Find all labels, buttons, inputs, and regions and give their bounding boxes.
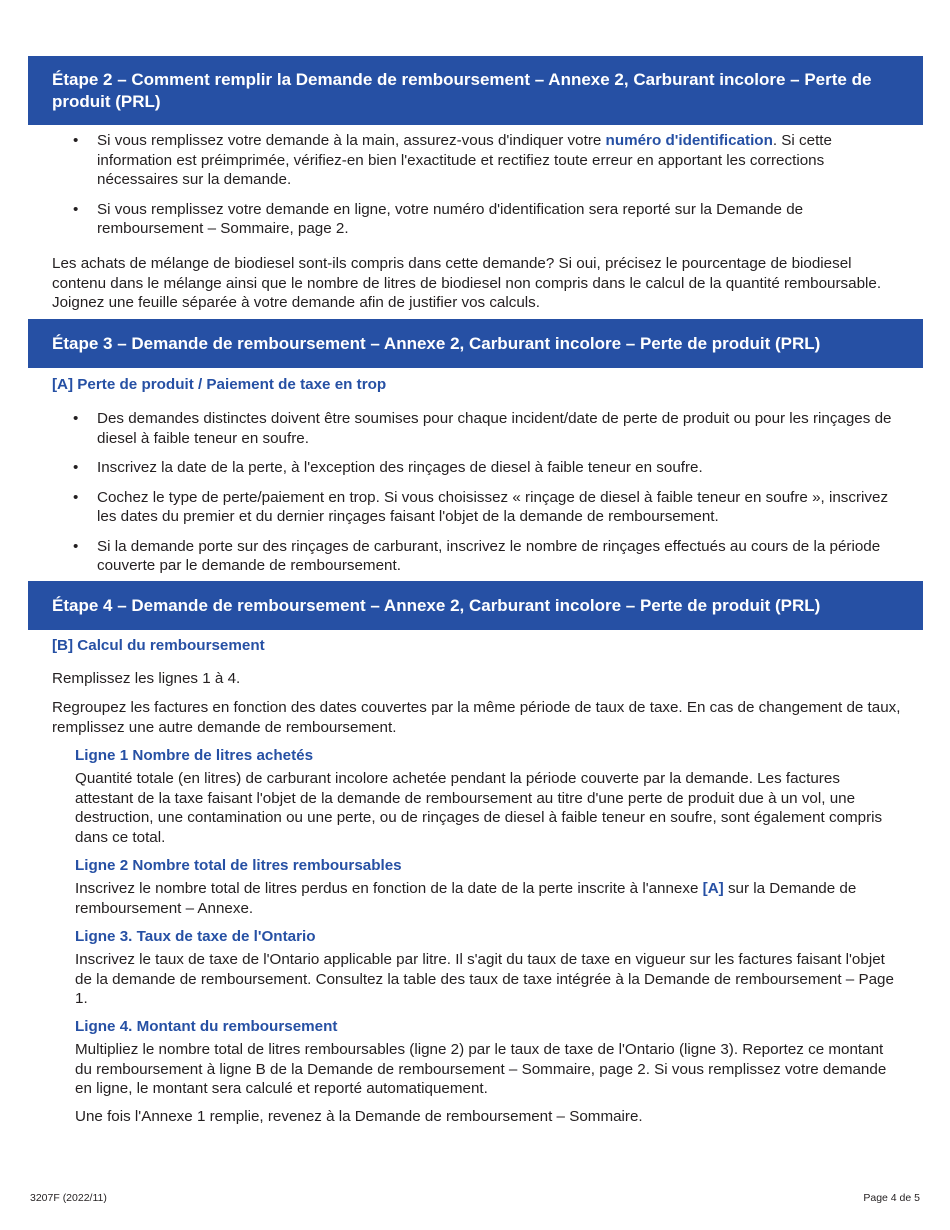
line4-text: Multipliez le nombre total de litres remboursables (ligne 2) par le taux de taxe de l'Ontario (ligne 3). Reportez ce montant du remboursement à ligne B de la Demande de remboursement – Sommaire, page 2. Si vous remplissez votre demande en ligne, le montant sera calculé et reporté automatiquement. [75, 1041, 887, 1097]
bullet-marker: • [73, 410, 79, 427]
list-item [70, 409, 900, 448]
step3-bullet-text: Inscrivez la date de la perte, à l'exception des rinçages de diesel à faible teneur en soufre. [97, 459, 703, 476]
line2-title: Ligne 2 Nombre total de litres remboursables [75, 857, 402, 874]
step3-bullet-text: Cochez le type de perte/paiement en trop. Si vous choisissez « rinçage de diesel à faible teneur en soufre », inscrivez les dates du premier et du dernier rinçages faisant l'objet de la demande de remboursement. [97, 488, 889, 525]
step2-paragraph: Les achats de mélange de biodiesel sont-ils compris dans cette demande? Si oui, précisez le pourcentage de biodiesel contenu dans le mélange ainsi que le nombre de litres de biodiesel non compris dans le calcul de la quantité remboursable. Joignez une feuille séparée à votre demande afin de justifier vos calculs. [52, 255, 882, 311]
step4-para2: Regroupez les factures en fonction des dates couvertes par la même période de taux de taxe. En cas de changement de taux, remplissez une autre demande de remboursement. [52, 699, 901, 736]
annex-a-reference: [A] [702, 880, 724, 897]
line2-text [75, 879, 900, 918]
line3-title: Ligne 3. Taux de taxe de l'Ontario [75, 928, 316, 945]
step4-heading: Étape 4 – Demande de remboursement – Annexe 2, Carburant incolore – Perte de produit (PRL) [52, 595, 821, 615]
list-item [70, 200, 900, 239]
list-item [70, 537, 900, 576]
step2-heading: Étape 2 – Comment remplir la Demande de remboursement – Annexe 2, Carburant incolore – Perte de produit (PRL) [52, 69, 872, 111]
step2-bullet-list [70, 131, 900, 239]
step4-subheading: [B] Calcul du remboursement [52, 637, 265, 654]
step2-bullet1-text: Si vous remplissez votre demande à la main, assurez-vous d'indiquer votre [97, 132, 606, 149]
bullet-marker: • [73, 132, 79, 149]
list-item [70, 131, 900, 190]
step3-bullet-text: Si la demande porte sur des rinçages de carburant, inscrivez le nombre de rinçages effectués au cours de la période couverte par le demande de remboursement. [97, 537, 881, 574]
line1-title: Ligne 1 Nombre de litres achetés [75, 747, 314, 764]
bullet-marker: • [73, 537, 79, 555]
line3-text: Inscrivez le taux de taxe de l'Ontario applicable par litre. Il s'agit du taux de taxe en vigueur sur les factures faisant l'objet de la demande de remboursement. Consultez la table des taux de taxe intégrée à la Demande de remboursement – Page 1. [75, 951, 894, 1007]
step2-bullet2-text: Si vous remplissez votre demande en ligne, votre numéro d'identification sera reporté sur la Demande de remboursement – Sommaire, page 2. [97, 200, 804, 237]
list-item [70, 458, 900, 478]
step4-heading-band [28, 581, 923, 630]
list-item [70, 488, 900, 527]
step4-para1: Remplissez les lignes 1 à 4. [52, 670, 241, 687]
step3-bullet-list [70, 409, 900, 576]
bullet-marker: • [73, 488, 79, 506]
form-id: 3207F (2022/11) [30, 1192, 107, 1204]
bullet-marker: • [73, 200, 79, 218]
step2-heading-band [28, 56, 923, 125]
line2-text-start: Inscrivez le nombre total de litres perdus en fonction de la date de la perte inscrite à l'annexe [75, 880, 703, 897]
closing-text: Une fois l'Annexe 1 remplie, revenez à la Demande de remboursement – Sommaire. [75, 1108, 643, 1125]
step3-heading: Étape 3 – Demande de remboursement – Annexe 2, Carburant incolore – Perte de produit (PRL) [52, 333, 821, 353]
step3-bullet-text: Des demandes distinctes doivent être soumises pour chaque incident/date de perte de produit ou pour les rinçages de diesel à faible teneur en soufre. [97, 410, 892, 447]
line2-text-end: sur la Demande de remboursement – Annexe. [75, 880, 857, 917]
identification-number-link[interactable]: numéro d'identification [605, 132, 773, 149]
page-number: Page 4 de 5 [863, 1192, 920, 1204]
step3-heading-band [28, 319, 923, 368]
line4-title: Ligne 4. Montant du remboursement [75, 1018, 338, 1035]
step2-bullet1-text-end: . Si cette information est préimprimée, vérifiez-en bien l'exactitude et rectifiez toute erreur en apportant les corrections nécessaires sur la demande. [97, 132, 832, 188]
step3-subheading: [A] Perte de produit / Paiement de taxe en trop [52, 376, 387, 393]
bullet-marker: • [73, 459, 79, 476]
line1-text: Quantité totale (en litres) de carburant incolore achetée pendant la période couverte par la demande. Les factures attestant de la taxe faisant l'objet de la demande de remboursement au titre d'une perte de produit due à un vol, une destruction, une contamination ou une perte, ou de rinçages de diesel à faible teneur en soufre, sont également compris dans ce total. [75, 770, 883, 846]
